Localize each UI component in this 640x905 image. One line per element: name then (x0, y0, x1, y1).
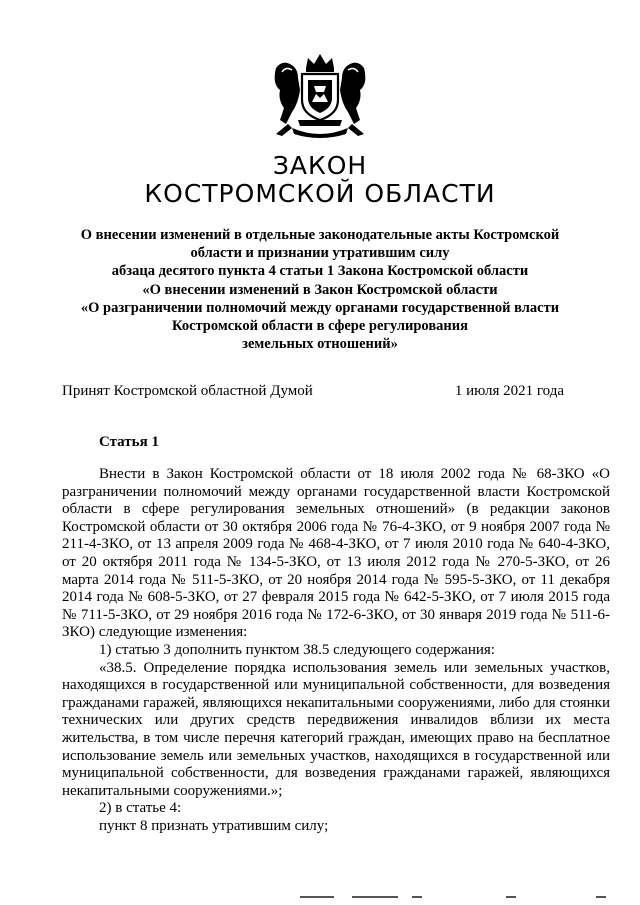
adopted-by: Принят Костромской областной Думой (62, 383, 313, 399)
subject-line: земельных отношений» (242, 336, 398, 353)
law-title: ЗАКОН (272, 151, 368, 180)
coat-of-arms-emblem (268, 50, 372, 140)
intro-paragraph: Внести в Закон Костромской области от 18 июля 2002 года № 68-ЗКО «О разграничении полномочий между органами государственной власти Костромской области в сфере регулирования земельных отношений» (в редакции законов Костромской области от 30 октября 2006 года № 76-4-ЗКО, от 9 ноября 2007 года № 211-4-ЗКО, от 13 апреля 2009 года № 468-4-ЗКО, от 7 июля 2010 года № 640-4-ЗКО, от 20 октября 2011 года № 134-5-ЗКО, от 13 июля 2012 года № 270-5-ЗКО, от 26 марта 2014 года № 511-5-ЗКО, от 20 ноября 2014 года № 595-5-ЗКО, от 11 декабря 2014 года № 608-5-ЗКО, от 27 февраля 2015 года № 642-5-ЗКО, от 7 июля 2015 года № 711-5-ЗКО, от 29 ноября 2016 года № 172-6-ЗКО, от 30 января 2019 года № 511-6-ЗКО) следующие изменения: (62, 466, 610, 641)
region-title: КОСТРОМСКОЙ ОБЛАСТИ (144, 179, 496, 208)
scan-artifact (596, 896, 606, 898)
article-body (62, 466, 610, 835)
adopted-date: 1 июля 2021 года (454, 383, 564, 399)
subject-line: «О разграничении полномочий между органами государственной власти (80, 299, 560, 316)
scan-artifact (412, 896, 422, 898)
subject-line: абзаца десятого пункта 4 статьи 1 Закона Костромской области (111, 263, 529, 280)
scan-artifact (352, 896, 398, 898)
subject-line: «О внесении изменений в Закон Костромской области (142, 281, 498, 298)
subject-line: О внесении изменений в отдельные законодательные акты Костромской (80, 227, 560, 243)
article-heading: Статья 1 (99, 434, 159, 450)
scan-artifact (506, 896, 516, 898)
amendment-item-2-text: пункт 8 признать утратившим силу; (99, 817, 329, 834)
quoted-provision: «38.5. Определение порядка использования земель или земельных участков, находящихся в государственной или муниципальной собственности, для возведения гражданами гаражей, являющихся некапитальными сооружениями, либо для стоянки технических или других средств передвижения инвалидов вблизи их места жительства, в том числе перечня категорий граждан, имеющих право на бесплатное использование земель или земельных участков, находящихся в государственной или муниципальной собственности, для возведения гражданами гаражей, являющихся некапитальными сооружениями.»; (62, 659, 610, 799)
subject-line: области и признании утратившим силу (190, 245, 450, 262)
scan-artifact (300, 896, 334, 898)
amendment-item-2: 2) в статье 4: (99, 800, 182, 817)
amendment-item-1: 1) статью 3 дополнить пунктом 38.5 следующего содержания: (99, 641, 495, 658)
law-subject (60, 226, 580, 353)
subject-line: Костромской области в сфере регулирования (172, 318, 468, 335)
